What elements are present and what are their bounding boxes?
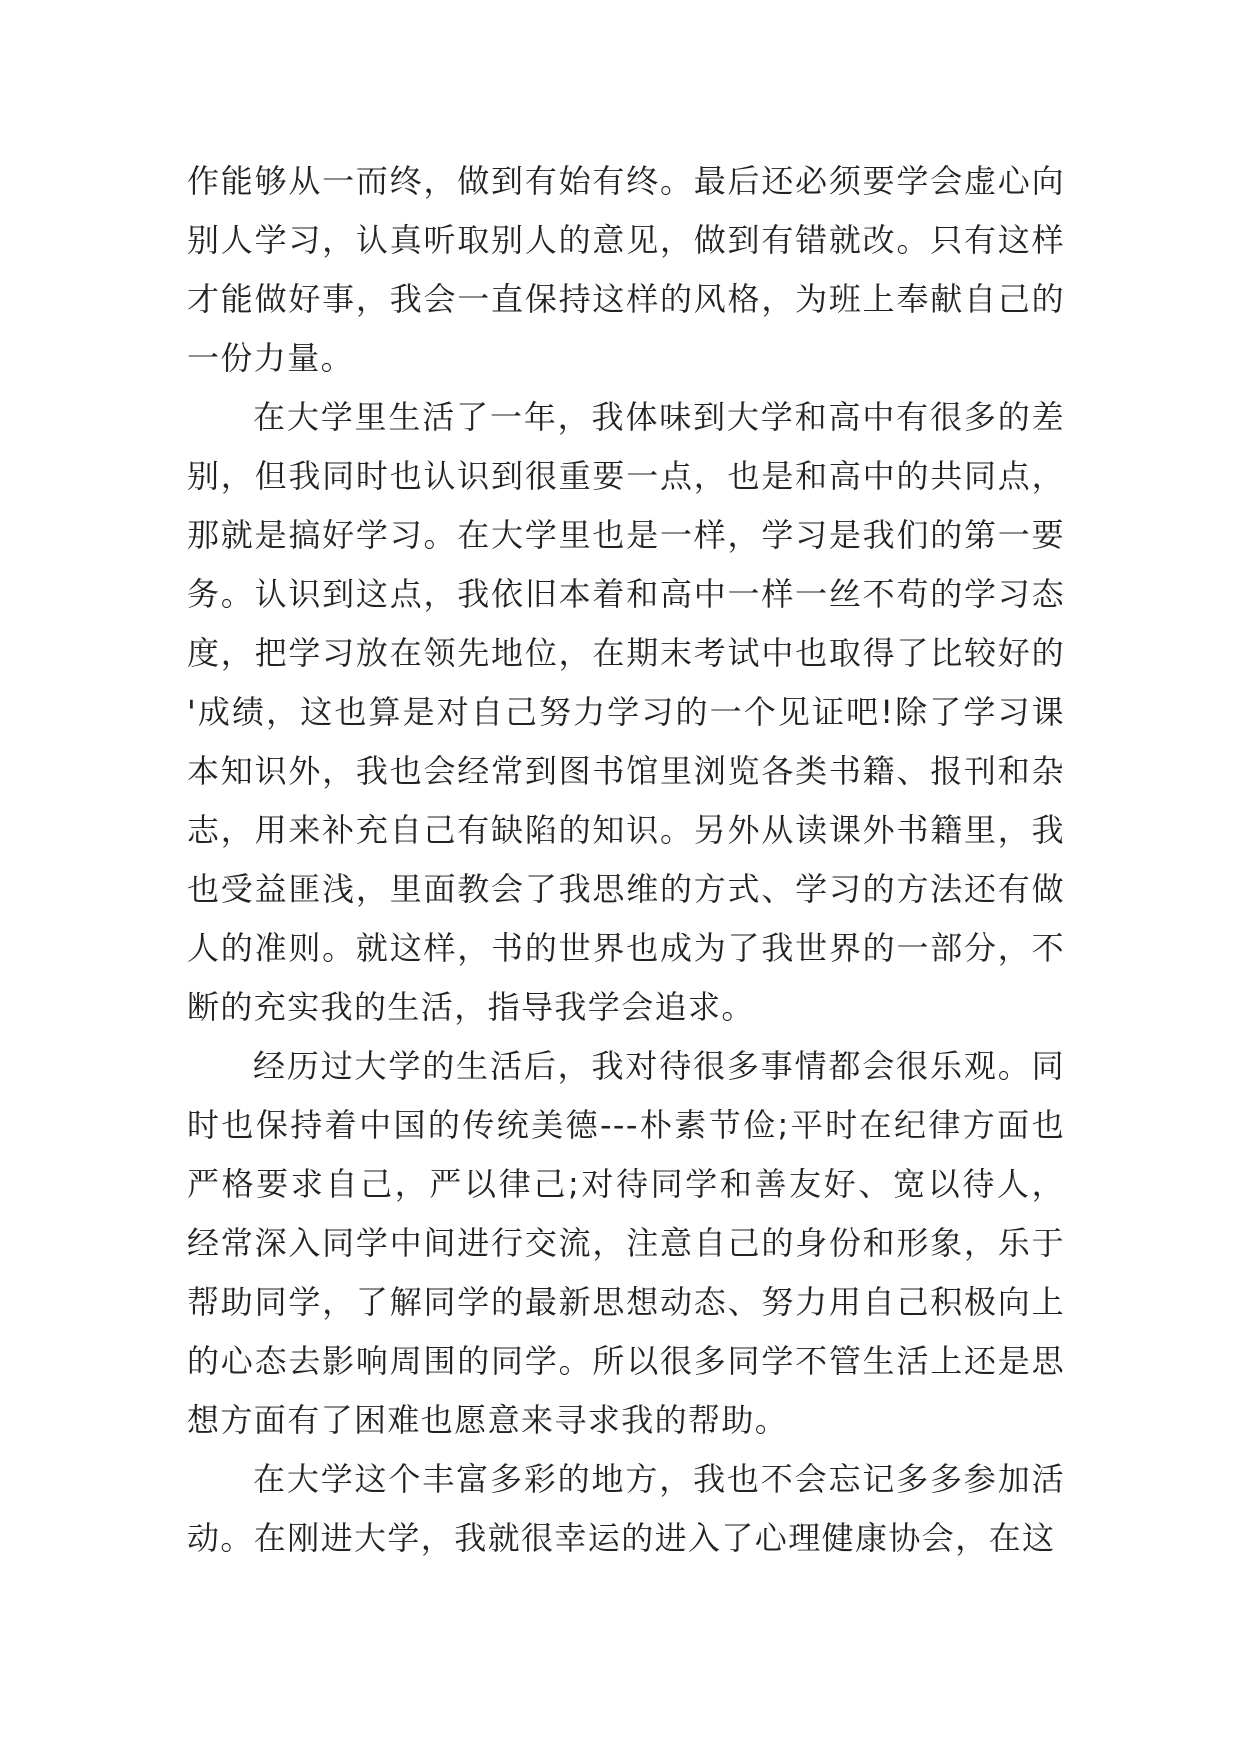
document-body [187, 152, 1065, 1568]
paragraph-1: 作能够从一而终，做到有始有终。最后还必须要学会虚心向别人学习，认真听取别人的意见，做到有错就改。只有这样才能做好事，我会一直保持这样的风格，为班上奉献自己的一份力量。 [187, 162, 1065, 377]
paragraph-2: 在大学里生活了一年，我体味到大学和高中有很多的差别，但我同时也认识到很重要一点，也是和高中的共同点，那就是搞好学习。在大学里也是一样，学习是我们的第一要务。认识到这点，我依旧本着和高中一样一丝不苟的学习态度，把学习放在领先地位，在期末考试中也取得了比较好的'成绩，这也算是对自己努力学习的一个见证吧!除了学习课本知识外，我也会经常到图书馆里浏览各类书籍、报刊和杂志，用来补充自己有缺陷的知识。另外从读课外书籍里，我也受益匪浅，里面教会了我思维的方式、学习的方法还有做人的准则。就这样，书的世界也成为了我世界的一部分，不断的充实我的生活，指导我学会追求。 [187, 398, 1065, 1026]
paragraph-4: 在大学这个丰富多彩的地方，我也不会忘记多多参加活动。在刚进大学，我就很幸运的进入了心理健康协会，在这 [187, 1460, 1065, 1557]
paragraph-3: 经历过大学的生活后，我对待很多事情都会很乐观。同时也保持着中国的传统美德---朴素节俭;平时在纪律方面也严格要求自己，严以律己;对待同学和善友好、宽以待人，经常深入同学中间进行交流，注意自己的身份和形象，乐于帮助同学，了解同学的最新思想动态、努力用自己积极向上的心态去影响周围的同学。所以很多同学不管生活上还是思想方面有了困难也愿意来寻求我的帮助。 [187, 1047, 1065, 1439]
